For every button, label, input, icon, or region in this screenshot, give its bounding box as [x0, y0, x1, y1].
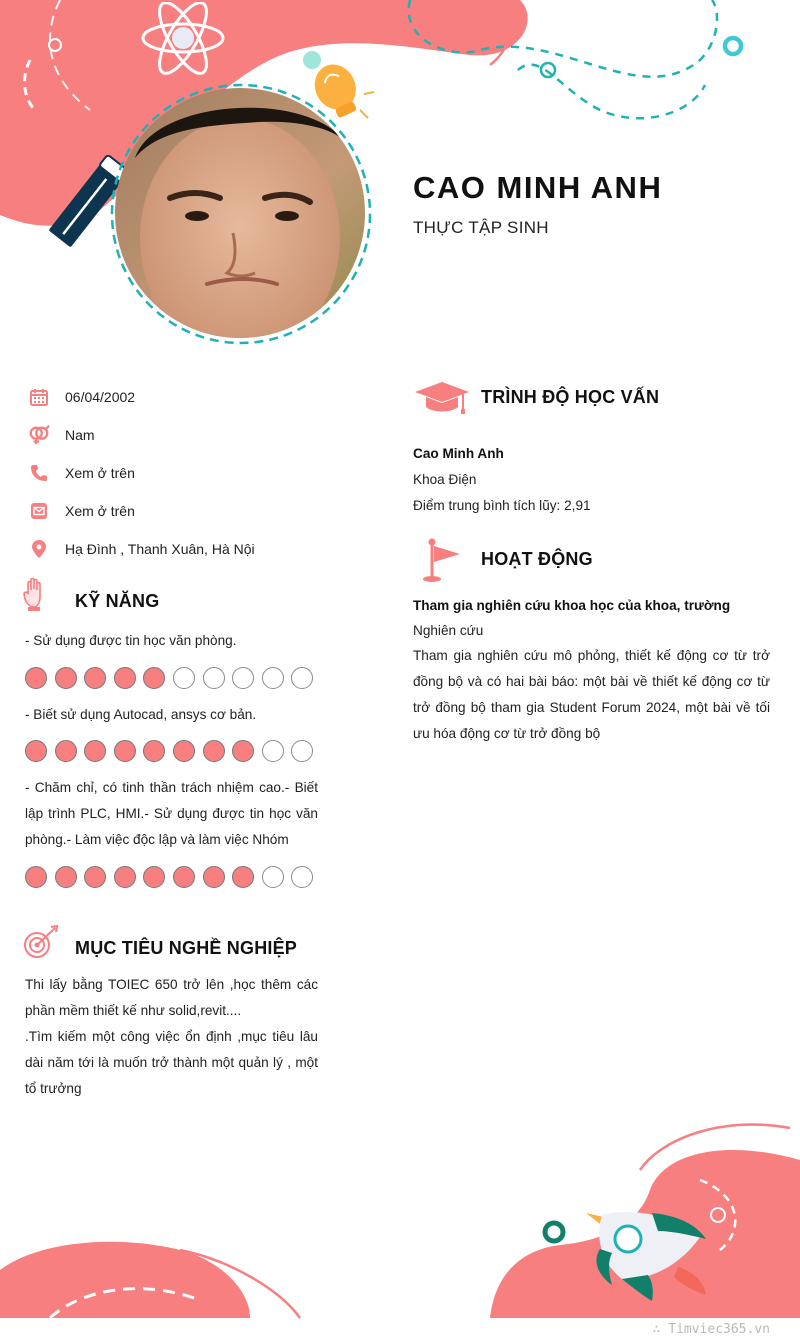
rating-dot-filled	[25, 866, 47, 888]
gender-text: Nam	[65, 427, 95, 443]
address-row	[28, 537, 255, 561]
rating-dot-filled	[55, 740, 77, 762]
email-icon	[28, 500, 50, 522]
activity-role: Nghiên cứu	[413, 623, 484, 638]
target-icon	[23, 925, 59, 959]
hand-icon	[22, 577, 50, 613]
birthday-text: 06/04/2002	[65, 389, 136, 405]
candidate-title: THỰC TẬP SINH	[413, 218, 549, 237]
education-heading: TRÌNH ĐỘ HỌC VẤN	[481, 387, 660, 407]
skill-rating-2	[25, 740, 313, 762]
activities-heading: HOẠT ĐỘNG	[481, 549, 593, 569]
watermark: ∴ Timviec365.vn	[652, 1322, 770, 1337]
rating-dot-filled	[84, 667, 106, 689]
email-row	[28, 499, 135, 523]
flag-icon	[420, 538, 464, 584]
skill-rating-1	[25, 667, 313, 689]
address-text: Hạ Đình , Thanh Xuân, Hà Nội	[65, 541, 255, 557]
skill-text-1: - Sử dụng được tin học văn phòng.	[25, 633, 237, 648]
location-icon	[28, 538, 50, 560]
objective-heading: MỤC TIÊU NGHỀ NGHIỆP	[75, 938, 298, 958]
phone-text: Xem ở trên	[65, 465, 135, 481]
email-text: Xem ở trên	[65, 503, 135, 519]
birthday-row	[28, 385, 136, 409]
rating-dot-filled	[55, 667, 77, 689]
candidate-name: CAO MINH ANH	[413, 170, 663, 205]
rating-dot-filled	[143, 740, 165, 762]
objective-text-1: Thi lấy bằng TOIEC 650 trở lên ,học thêm các phần mềm thiết kế như solid,revit....	[25, 977, 318, 1018]
rating-dot-filled	[84, 866, 106, 888]
education-gpa: Điểm trung bình tích lũy: 2,91	[413, 498, 591, 513]
rating-dot-empty	[291, 866, 313, 888]
skill-text-3: - Chăm chỉ, có tinh thần trách nhiệm cao.- Biết lập trình PLC, HMI.- Sử dụng được tin học văn phòng.- Làm việc độc lập và làm việc Nhóm	[25, 780, 318, 847]
rating-dot-empty	[291, 740, 313, 762]
rating-dot-empty	[203, 667, 225, 689]
calendar-icon	[28, 386, 50, 408]
graduation-cap-icon	[413, 380, 471, 416]
activity-description: Tham gia nghiên cứu mô phỏng, thiết kế động cơ từ trở đồng bộ và có hai bài báo: một bài về thiết kế động cơ từ trở đồng bộ tham gia Student Forum 2024, một bài về tối ưu hóa động cơ từ trở đồng bộ	[413, 648, 770, 741]
rating-dot-filled	[232, 740, 254, 762]
objective-text-2: .Tìm kiếm một công việc ổn định ,mục tiêu lâu dài năm tới là muốn trở thành một quản lý , một tổ trưởng	[25, 1029, 318, 1096]
gender-icon	[28, 424, 50, 446]
skills-heading: KỸ NĂNG	[75, 591, 160, 611]
rating-dot-filled	[203, 740, 225, 762]
rating-dot-empty	[232, 667, 254, 689]
atom-icon	[138, 2, 228, 84]
rating-dot-empty	[262, 667, 284, 689]
skill-rating-3	[25, 866, 313, 888]
avatar	[115, 88, 365, 338]
rating-dot-filled	[55, 866, 77, 888]
rating-dot-filled	[114, 740, 136, 762]
rating-dot-filled	[25, 667, 47, 689]
rating-dot-empty	[262, 740, 284, 762]
rating-dot-filled	[203, 866, 225, 888]
rating-dot-filled	[114, 667, 136, 689]
rocket-icon	[582, 1205, 712, 1305]
activity-title: Tham gia nghiên cứu khoa học của khoa, trường	[413, 598, 731, 613]
rating-dot-empty	[291, 667, 313, 689]
rating-dot-filled	[173, 866, 195, 888]
rating-dot-filled	[143, 667, 165, 689]
rating-dot-filled	[114, 866, 136, 888]
rating-dot-empty	[173, 667, 195, 689]
education-school: Cao Minh Anh	[413, 446, 504, 461]
rating-dot-filled	[232, 866, 254, 888]
phone-icon	[28, 462, 50, 484]
gender-row	[28, 423, 95, 447]
skill-text-2: - Biết sử dụng Autocad, ansys cơ bản.	[25, 707, 257, 722]
rating-dot-filled	[84, 740, 106, 762]
phone-row	[28, 461, 135, 485]
rating-dot-filled	[173, 740, 195, 762]
rating-dot-filled	[25, 740, 47, 762]
rating-dot-filled	[143, 866, 165, 888]
rating-dot-empty	[262, 866, 284, 888]
education-major: Khoa Điện	[413, 472, 477, 487]
